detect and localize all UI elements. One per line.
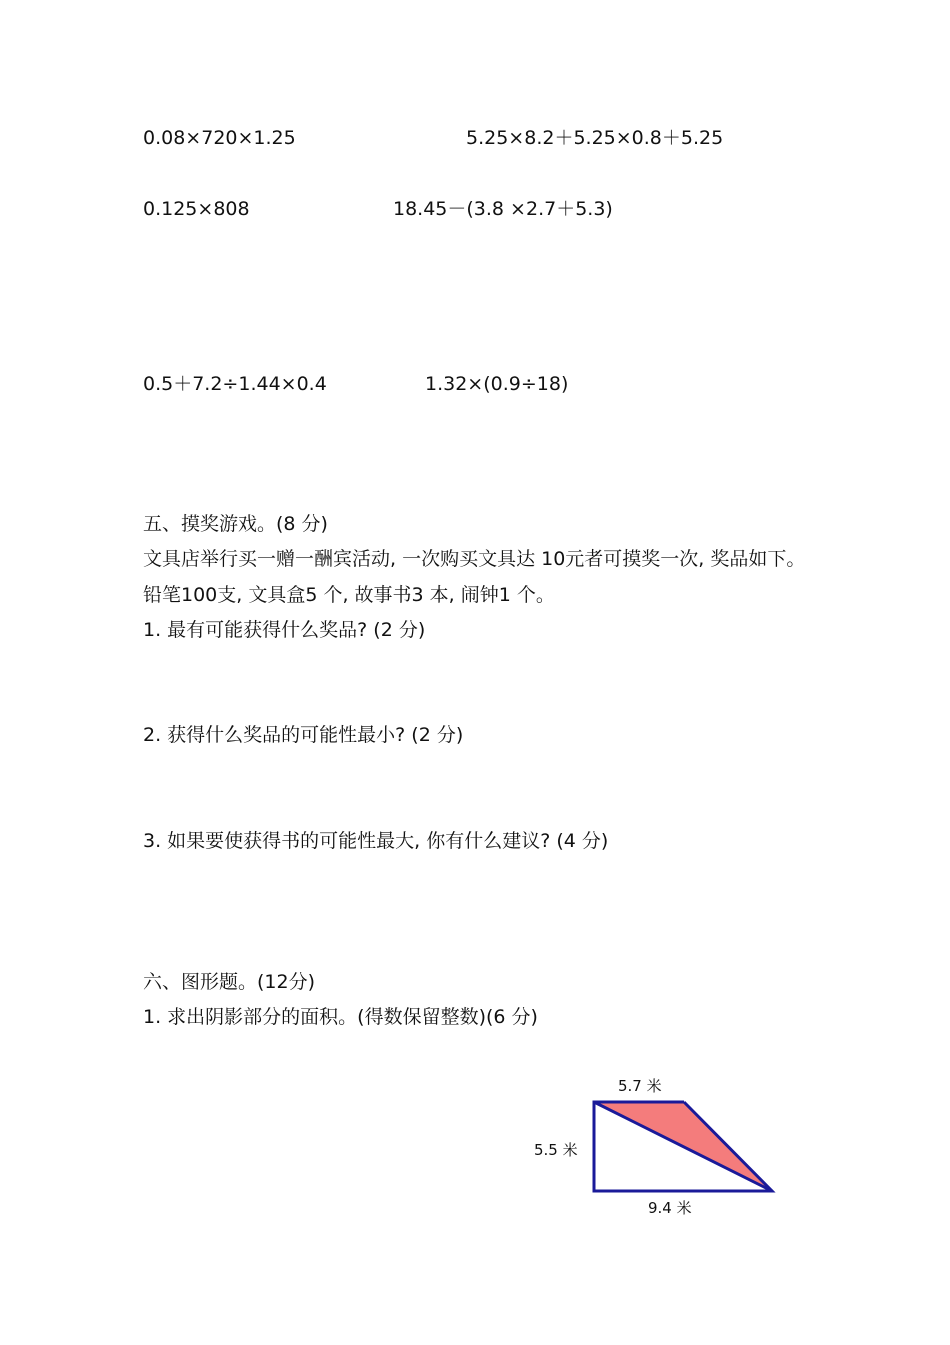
expression-1: 0.08×720×1.25 bbox=[143, 127, 296, 149]
expression-4: 18.45－(3.8 ×2.7＋5.3) bbox=[393, 198, 613, 220]
section-5-question-2: 2. 获得什么奖品的可能性最小? (2 分) bbox=[143, 724, 464, 746]
section-5-question-1: 1. 最有可能获得什么奖品? (2 分) bbox=[143, 619, 426, 641]
section-5-question-3: 3. 如果要使获得书的可能性最大, 你有什么建议? (4 分) bbox=[143, 830, 609, 852]
section-6-question-1: 1. 求出阴影部分的面积。(得数保留整数)(6 分) bbox=[143, 1006, 538, 1028]
top-length-label: 5.7 米 bbox=[618, 1077, 662, 1095]
expression-5: 0.5＋7.2÷1.44×0.4 bbox=[143, 373, 327, 395]
expression-2: 5.25×8.2＋5.25×0.8＋5.25 bbox=[466, 127, 724, 149]
trapezoid-figure bbox=[520, 1065, 800, 1225]
bottom-length-label: 9.4 米 bbox=[648, 1199, 692, 1217]
expression-6: 1.32×(0.9÷18) bbox=[425, 373, 569, 395]
section-5-intro-2: 铅笔100支, 文具盒5 个, 故事书3 本, 闹钟1 个。 bbox=[143, 584, 555, 606]
expression-3: 0.125×808 bbox=[143, 198, 250, 220]
height-label: 5.5 米 bbox=[534, 1141, 578, 1159]
section-5-title: 五、摸奖游戏。(8 分) bbox=[143, 513, 328, 535]
section-5-intro-1: 文具店举行买一赠一酬宾活动, 一次购买文具达 10元者可摸奖一次, 奖品如下。 bbox=[143, 548, 806, 570]
section-6-title: 六、图形题。(12分) bbox=[143, 971, 316, 993]
